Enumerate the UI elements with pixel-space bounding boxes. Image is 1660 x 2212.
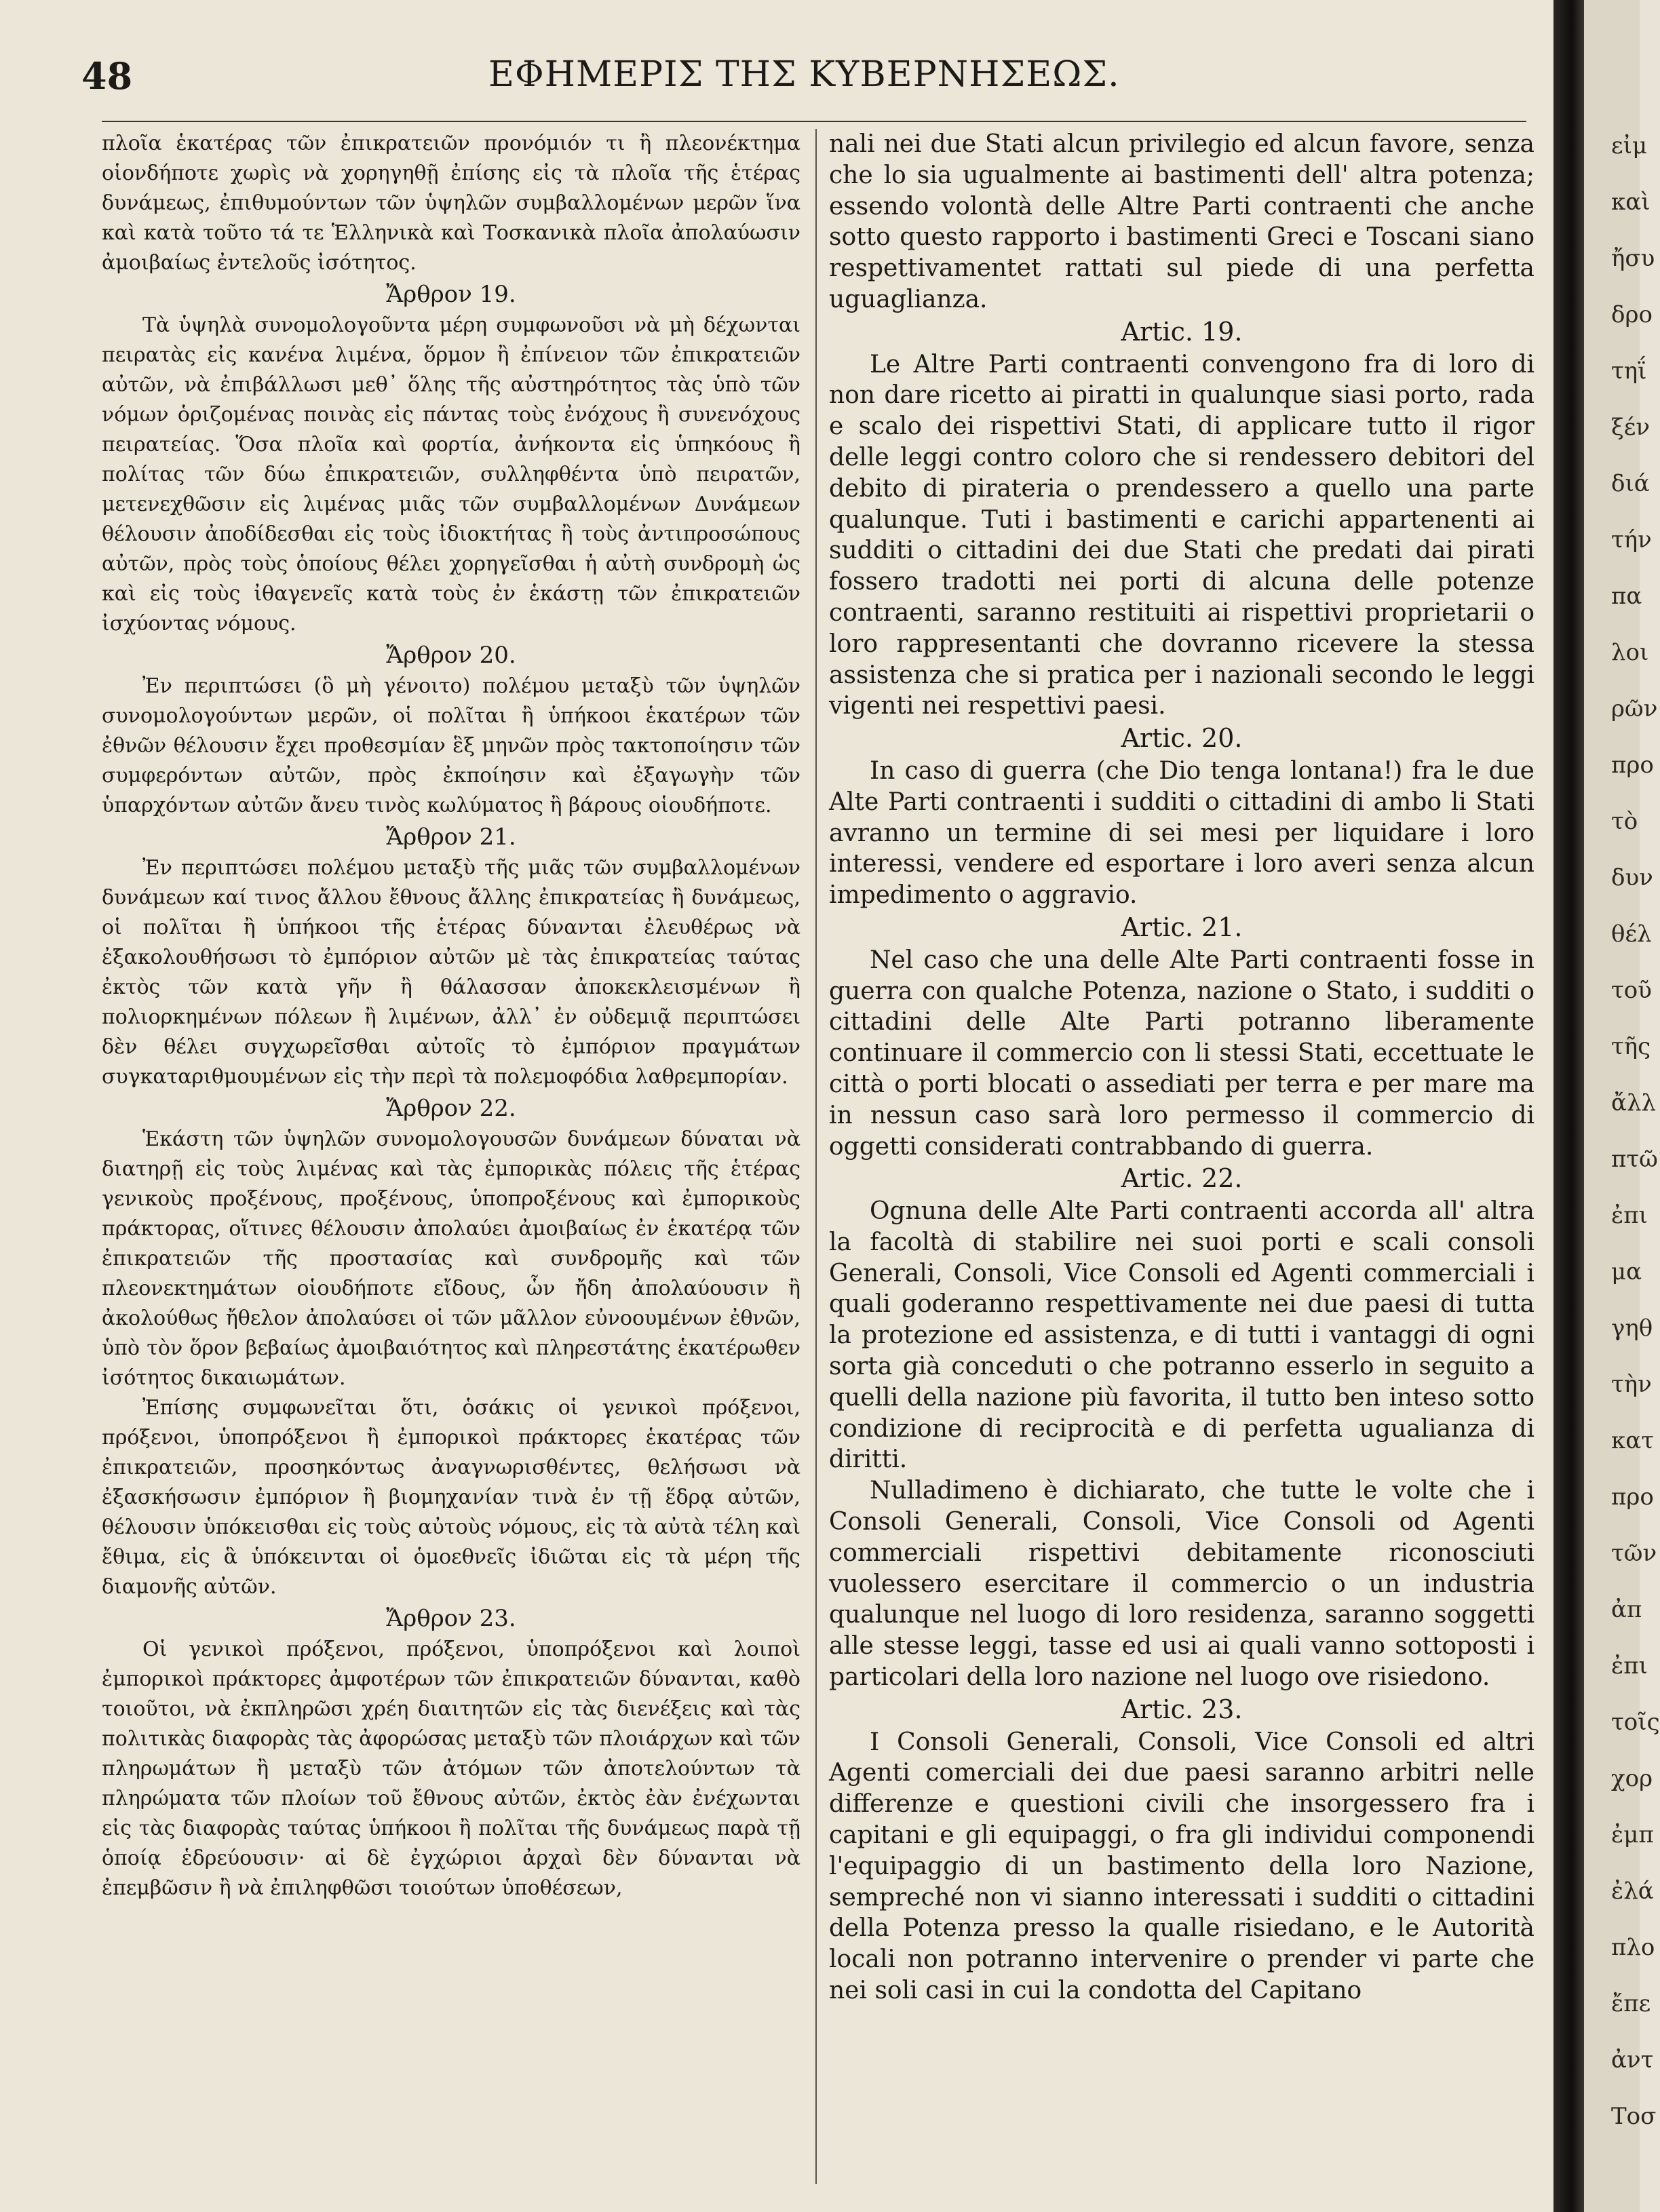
- next-page-fragment: ἀντ: [1611, 2046, 1654, 2074]
- next-page-fragment: τὴν: [1611, 1371, 1652, 1398]
- next-page-fragment: ρῶν: [1611, 695, 1658, 722]
- next-page-fragment: ἀπ: [1611, 1596, 1642, 1623]
- italian-article-22-text-1: Ognuna delle Alte Parti contraenti accorda all' altra la facoltà di stabilire nei suoi porti e scali consoli Generali, Consoli, Vice Consoli ed Agenti commerciali i quali goderanno respettivamente nei due paesi di tutta la protezione ed assistenza, e di tutti i vantaggi di ogni sorta già conceduti o che potranno esserlo in seguito a quelli della nazione più favorita, il tutto ben inteso sotto condizione di reciprocità e di perfetta ugualianza di diritti.: [829, 1197, 1534, 1474]
- greek-article-21-text: Ἐν περιπτώσει πολέμου μεταξὺ τῆς μιᾶς τῶν συμβαλλομένων δυνάμεων καί τινος ἄλλου ἔθνους ἄλλης ἐπικρατείας ἢ δυνάμεως, οἱ πολῖται ἢ ὑπήκοοι τῆς ἑτέρας δύνανται ἐλευθέρως νὰ ἐξακολουθήσωσι τὸ ἐμπόριον αὐτῶν μὲ τὰς ἐπικρατείας ταύτας ἐκτὸς τῶν κατὰ γῆν ἢ θάλασσαν ἀποκεκλεισμένων ἢ πολιορκημένων πόλεων ἢ λιμένων, ἀλλ᾽ ἐν οὐδεμιᾷ περιπτώσει δὲν θέλει συγχωρεῖσθαι αὐτοῖς τὸ ἐμπόριον πραγμάτων συγκαταριθμουμένων εἰς τὴν περὶ τὰ πολεμοφόδια λαθρεμπορίαν.: [102, 856, 800, 1089]
- next-page-fragment: ἐπι: [1611, 1202, 1648, 1229]
- italian-column: [829, 129, 1534, 2198]
- next-page-edge: [1584, 0, 1660, 2212]
- greek-article-20-text: Ἐν περιπτώσει (ὃ μὴ γένοιτο) πολέμου μεταξὺ τῶν ὑψηλῶν συνομολογούντων μερῶν, οἱ πολῖται ἢ ὑπήκοοι ἑκατέρων τῶν ἐθνῶν θέλουσιν ἔχει προθεσμίαν ἓξ μηνῶν πρὸς τακτοποίησιν τῶν συμφερόντων αὐτῶν, πρὸς ἐκποίησιν καὶ ἐξαγωγὴν τῶν ὑπαρχόντων αὐτῶν ἄνευ τινὸς κωλύματος ἢ βάρους οἱουδήποτε.: [102, 674, 800, 817]
- italian-article-22-heading: Artic. 22.: [1121, 1163, 1243, 1194]
- next-page-fragment: προ: [1611, 752, 1654, 779]
- next-page-fragment: ἐμπ: [1611, 1821, 1654, 1848]
- next-page-fragment: πτῶ: [1611, 1146, 1658, 1173]
- greek-column: [102, 129, 800, 2198]
- greek-intro: πλοῖα ἑκατέρας τῶν ἐπικρατειῶν προνόμιόν τι ἢ πλεονέκτημα οἱονδήποτε χωρὶς νὰ χορηγηθῇ ἐπίσης εἰς τὰ πλοῖα τῆς ἑτέρας δυνάμεως, ἐπιθυμούντων τῶν ὑψηλῶν συμβαλλομένων μερῶν ἵνα καὶ κατὰ τοῦτο τά τε Ἑλληνικὰ καὶ Τοσκανικὰ πλοῖα ἀπολαύωσιν ἀμοιβαίως ἐντελοῦς ἰσότητος.: [102, 132, 800, 275]
- italian-article-23-text: I Consoli Generali, Consoli, Vice Consoli ed altri Agenti comerciali dei due paesi saranno arbitri nelle differenze e questioni civili che insorgessero fra i capitani e gli equipaggi, o fra gli individui componendi l'equipaggio di un bastimento della loro Nazione, sempreché non vi sianno interessati i sudditi o cittadini della Potenza presso la qualle risiedano, e le Autorità locali non potranno intervenire o prender vi parte che nei soli casi in cui la condotta del Capitano: [829, 1728, 1534, 2005]
- page-number: 48: [81, 54, 133, 98]
- next-page-fragment: ἐπι: [1611, 1652, 1648, 1680]
- next-page-fragment: προ: [1611, 1483, 1654, 1511]
- next-page-fragment: τῆς: [1611, 1033, 1651, 1060]
- greek-article-22-text-2: Ἐπίσης συμφωνεῖται ὅτι, ὁσάκις οἱ γενικοὶ πρόξενοι, πρόξενοι, ὑποπρόξενοι ἢ ἐμπορικοὶ πράκτορες ἑκατέρας τῶν ἐπικρατειῶν, προσηκόντως ἀναγνωρισθέντες, θελήσωσι νὰ ἐξασκήσωσιν ἐμπόριον ἢ βιομηχανίαν τινὰ ἐν τῇ ἕδρᾳ αὐτῶν, θέλουσιν ὑπόκεισθαι εἰς τοὺς αὐτοὺς νόμους, εἰς τὰ αὐτὰ τέλη καὶ ἔθιμα, εἰς ἃ ὑπόκεινται οἱ ὁμοεθνεῖς ἰδιῶται εἰς τὰ μέρη τῆς διαμονῆς αὐτῶν.: [102, 1396, 800, 1599]
- greek-article-22-heading: Ἄρθρον 22.: [386, 1095, 516, 1122]
- next-page-fragment: ξέν: [1611, 414, 1651, 441]
- greek-article-19-text: Τὰ ὑψηλὰ συνομολογοῦντα μέρη συμφωνοῦσι νὰ μὴ δέχωνται πειρατὰς εἰς κανένα λιμένα, ὅρμον ἢ ἐπίνειον τῶν ἐπικρατειῶν αὐτῶν, νὰ ἐπιβάλλωσι μεθ᾽ ὅλης τῆς αὐστηρότητος τὰς ὑπὸ τῶν νόμων ὁριζομένας ποινὰς εἰς πάντας τοὺς ἐνόχους ἢ συνενόχους πειρατείας. Ὅσα πλοῖα καὶ φορτία, ἀνήκοντα εἰς ὑπηκόους ἢ πολίτας τῶν δύω ἐπικρατειῶν, συλληφθέντα ὑπὸ πειρατῶν, μετενεχθῶσιν εἰς λιμένας μιᾶς τῶν συμβαλλομένων Δυνάμεων θέλουσιν ἀποδίδεσθαι εἰς τοὺς ἰδιοκτήτας ἢ τοὺς ἀντιπροσώπους αὐτῶν, πρὸς τοὺς ὁποίους θέλει χορηγεῖσθαι ἡ αὐτὴ συνδρομὴ ὡς καὶ εἰς τοὺς ἰθαγενεῖς κατὰ τοὺς ἐν ἑκάστῃ τῶν ἐπικρατειῶν ἰσχύοντας νόμους.: [102, 313, 800, 636]
- next-page-fragment: τοῖς: [1611, 1709, 1660, 1736]
- italian-article-23-heading: Artic. 23.: [1121, 1694, 1243, 1724]
- greek-article-20-heading: Ἄρθρον 20.: [386, 642, 516, 669]
- italian-intro: nali nei due Stati alcun privilegio ed alcun favore, senza che lo sia ugualmente ai bastimenti dell' altra potenza; essendo volontà delle Altre Parti contraenti che anche sotto questo rapporto i bastimenti Greci e Toscani siano respettivamentet rattati sul piede di una perfetta uguaglianza.: [829, 130, 1534, 313]
- column-divider: [815, 129, 817, 2184]
- next-page-fragment: διά: [1611, 470, 1650, 497]
- italian-article-19-text: Le Altre Parti contraenti convengono fra di loro di non dare ricetto ai piratti in qualunque siasi porto, rada e scalo dei rispettivi Stati, di applicare tutto il rigor delle leggi contro coloro che si rendessero debitori del debito di pirateria o prendessero a quello una parte qualunque. Tuti i bastimenti e carichi appartenenti ai sudditi o cittadini dei due Stati che predati dai pirati fossero tradotti nei porti di alcuna delle potenze contraenti, saranno restituiti ai rispettivi proprietarii o loro rappresentanti che dovranno ricevere la stessa assistenza che si pratica per i nazionali secondo le leggi vigenti nei respettivi paesi.: [829, 350, 1534, 720]
- next-page-fragment: καὶ: [1611, 189, 1651, 216]
- greek-article-21-heading: Ἄρθρον 21.: [386, 823, 516, 851]
- next-page-fragment: χορ: [1611, 1765, 1653, 1792]
- next-page-fragment: λοι: [1611, 639, 1649, 666]
- greek-article-19-heading: Ἄρθρον 19.: [386, 281, 516, 308]
- next-page-fragment: Τοσ: [1611, 2103, 1657, 2130]
- next-page-fragment: πα: [1611, 583, 1642, 610]
- header-rule: [102, 121, 1526, 122]
- italian-article-22-text-2: Nulladimeno è dichiarato, che tutte le volte che i Consoli Generali, Consoli, Vice Consoli od Agenti commerciali rispettivi debitamente riconosciuti vuolessero esercitare il commercio o un industria qualunque nel luogo di loro residenza, saranno soggetti alle stesse leggi, tasse ed usi ai quali vanno sottoposti i particolari della loro nazione nel luogo ove risiedono.: [829, 1477, 1534, 1692]
- next-page-fragment: δρο: [1611, 301, 1653, 328]
- next-page-fragment: εἰμ: [1611, 132, 1648, 159]
- next-page-fragment: τήν: [1611, 526, 1652, 554]
- greek-article-23-text: Οἱ γενικοὶ πρόξενοι, πρόξενοι, ὑποπρόξενοι καὶ λοιποὶ ἐμπορικοὶ πράκτορες ἀμφοτέρων τῶν ἐπικρατειῶν δύνανται, καθὸ τοιοῦτοι, νὰ ἐκπληρῶσι χρέη διαιτητῶν εἰς τὰς διενέξεις καὶ τὰς πολιτικὰς διαφορὰς τὰς ἀφορώσας μεταξὺ τῶν πλοιάρχων καὶ τῶν πληρωμάτων ἢ μεταξὺ τῶν ἀτόμων τῶν ἀποτελούντων τὰ πληρώματα τῶν πλοίων τοῦ ἔθνους αὐτῶν, ἐκτὸς ἐὰν ἐνέχωνται εἰς τὰς διαφορὰς ταύτας ὑπήκοοι ἢ πολῖται τῆς δυνάμεως παρὰ τῇ ὁποίᾳ ἑδρεύουσιν· αἱ δὲ ἐγχώριοι ἀρχαὶ δὲν δύνανται νὰ ἐπεμβῶσιν ἢ νὰ ἐπιληφθῶσι τοιούτων ὑποθέσεων,: [102, 1637, 800, 1900]
- page-title: ΕΦΗΜΕΡΙΣ ΤΗΣ ΚΥΒΕΡΝΗΣΕΩΣ.: [488, 54, 1120, 95]
- next-page-fragment: πλο: [1611, 1934, 1655, 1961]
- next-page-fragment: κατ: [1611, 1427, 1655, 1454]
- greek-article-23-heading: Ἄρθρον 23.: [386, 1605, 516, 1632]
- next-page-fragment: μα: [1611, 1258, 1642, 1285]
- italian-article-21-text: Nel caso che una delle Alte Parti contraenti fosse in guerra con qualche Potenza, nazione o Stato, i sudditi o cittadini delle Alte Parti potranno liberamente continuare il commercio con li stessi Stati, eccettuate le città o porti blocati o assediati per terra e per mare ma in nessun caso sarà loro permesso il commercio di oggetti considerati contrabbando di guerra.: [829, 946, 1534, 1161]
- greek-article-22-text-1: Ἑκάστη τῶν ὑψηλῶν συνομολογουσῶν δυνάμεων δύναται νὰ διατηρῇ εἰς τοὺς λιμένας καὶ τὰς ἐμπορικὰς πόλεις τῆς ἑτέρας γενικοὺς προξένους, προξένους, ὑποπροξένους καὶ ἐμπορικοὺς πράκτορας, οἵτινες θέλουσιν ἀπολαύει ἀμοιβαίως ἐν ἑκατέρᾳ τῶν ἐπικρατειῶν τῆς προστασίας καὶ συνδρομῆς καὶ τῶν πλεονεκτημάτων οἱουδήποτε εἴδους, ὧν ἤδη ἀπολαύουσιν ἢ ἀκολούθως ἤθελον ἀπολαύσει οἱ τῶν μᾶλλον εὐνοουμένων ἐθνῶν, ὑπὸ τὸν ὅρον βεβαίως ἀμοιβαιότητος καὶ πληρεστάτης ἑκατέρωθεν ἰσότητος δικαιωμάτων.: [102, 1127, 800, 1390]
- page-header: [81, 54, 1547, 102]
- next-page-fragment: γηθ: [1611, 1315, 1653, 1342]
- next-page-fragment: τηΐ: [1611, 357, 1647, 385]
- italian-article-20-text: In caso di guerra (che Dio tenga lontana!) fra le due Alte Parti contraenti i sudditi o cittadini di ambo li Stati avranno un termine di sei mesi per liquidare i loro interessi, vendere ed esportare i loro averi senza alcun impedimento o aggravio.: [829, 756, 1534, 910]
- italian-article-21-heading: Artic. 21.: [1121, 912, 1243, 942]
- next-page-fragment: ἤσυ: [1611, 245, 1655, 272]
- next-page-fragment: τοῦ: [1611, 977, 1652, 1004]
- next-page-fragment: ἐλά: [1611, 1878, 1654, 1905]
- next-page-fragment: δυν: [1611, 864, 1653, 891]
- book-spine-shadow: [1553, 0, 1584, 2212]
- italian-article-20-heading: Artic. 20.: [1121, 723, 1243, 754]
- italian-article-19-heading: Artic. 19.: [1121, 316, 1243, 347]
- next-page-fragment: ἄλλ: [1611, 1089, 1657, 1117]
- next-page-fragment: τὸ: [1611, 808, 1638, 835]
- next-page-fragment: τῶν: [1611, 1540, 1657, 1567]
- next-page-fragment: ἔπε: [1611, 1990, 1651, 2017]
- next-page-fragment: θέλ: [1611, 920, 1652, 948]
